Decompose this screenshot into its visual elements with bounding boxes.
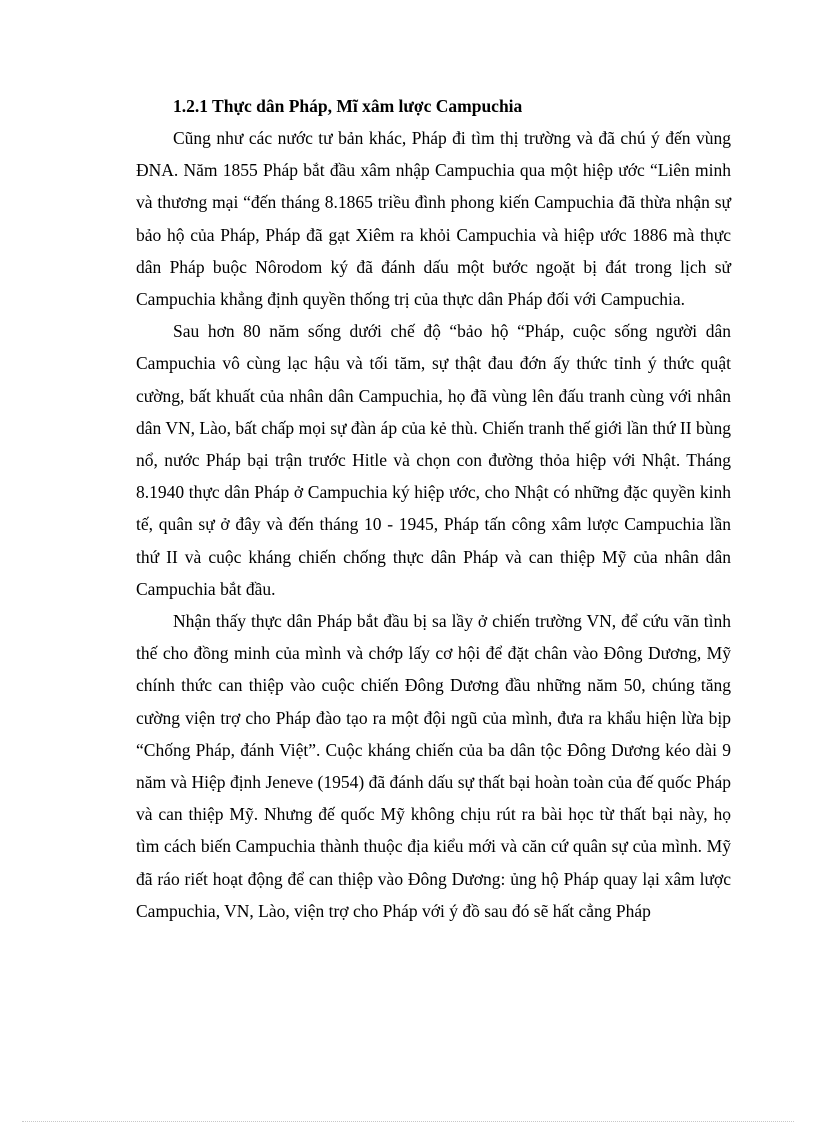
- paragraph-3: Nhận thấy thực dân Pháp bắt đầu bị sa lầy ở chiến trường VN, để cứu vãn tình thế cho đồng minh của mình và chớp lấy cơ hội để đặt chân vào Đông Dương, Mỹ chính thức can thiệp vào cuộc chiến Đông Dương đầu những năm 50, chúng tăng cường viện trợ cho Pháp đào tạo ra một đội ngũ của mình, đưa ra khẩu hiện lừa bịp “Chống Pháp, đánh Việt”. Cuộc kháng chiến của ba dân tộc Đông Dương kéo dài 9 năm và Hiệp định Jeneve (1954) đã đánh dấu sự thất bại hoàn toàn của đế quốc Pháp và can thiệp Mỹ. Nhưng đế quốc Mỹ không chịu rút ra bài học từ thất bại này, họ tìm cách biến Campuchia thành thuộc địa kiểu mới và căn cứ quân sự của mình. Mỹ đã ráo riết hoạt động để can thiệp vào Đông Dương: ủng hộ Pháp quay lại xâm lược Campuchia, VN, Lào, viện trợ cho Pháp với ý đồ sau đó sẽ hất cẳng Pháp: [136, 611, 731, 921]
- page-body: [136, 90, 731, 927]
- section-heading: 1.2.1 Thực dân Pháp, Mĩ xâm lược Campuchia: [173, 96, 523, 116]
- paragraph-2: Sau hơn 80 năm sống dưới chế độ “bảo hộ “Pháp, cuộc sống người dân Campuchia vô cùng lạc hậu và tối tăm, sự thật đau đớn ấy thức tỉnh ý thức quật cường, bất khuất của nhân dân Campuchia, họ đã vùng lên đấu tranh cùng với nhân dân VN, Lào, bất chấp mọi sự đàn áp của kẻ thù. Chiến tranh thế giới lần thứ II bùng nổ, nước Pháp bại trận trước Hitle và chọn con đường thỏa hiệp với Nhật. Tháng 8.1940 thực dân Pháp ở Campuchia ký hiệp ước, cho Nhật có những đặc quyền kinh tế, quân sự ở đây và đến tháng 10 - 1945, Pháp tấn công xâm lược Campuchia lần thứ II và cuộc kháng chiến chống thực dân Pháp và can thiệp Mỹ của nhân dân Campuchia bắt đầu.: [136, 321, 731, 599]
- paragraph-1: Cũng như các nước tư bản khác, Pháp đi tìm thị trường và đã chú ý đến vùng ĐNA. Năm 1855 Pháp bắt đầu xâm nhập Campuchia qua một hiệp ước “Liên minh và thương mại “đến tháng 8.1865 triều đình phong kiến Campuchia đã thừa nhận sự bảo hộ của Pháp, Pháp đã gạt Xiêm ra khỏi Campuchia và hiệp ước 1886 mà thực dân Pháp buộc Nôrodom ký đã đánh dấu một bước ngoặt bị đát trong lịch sử Campuchia khẳng định quyền thống trị của thực dân Pháp đối với Campuchia.: [136, 128, 731, 310]
- footer-divider: [22, 1121, 794, 1122]
